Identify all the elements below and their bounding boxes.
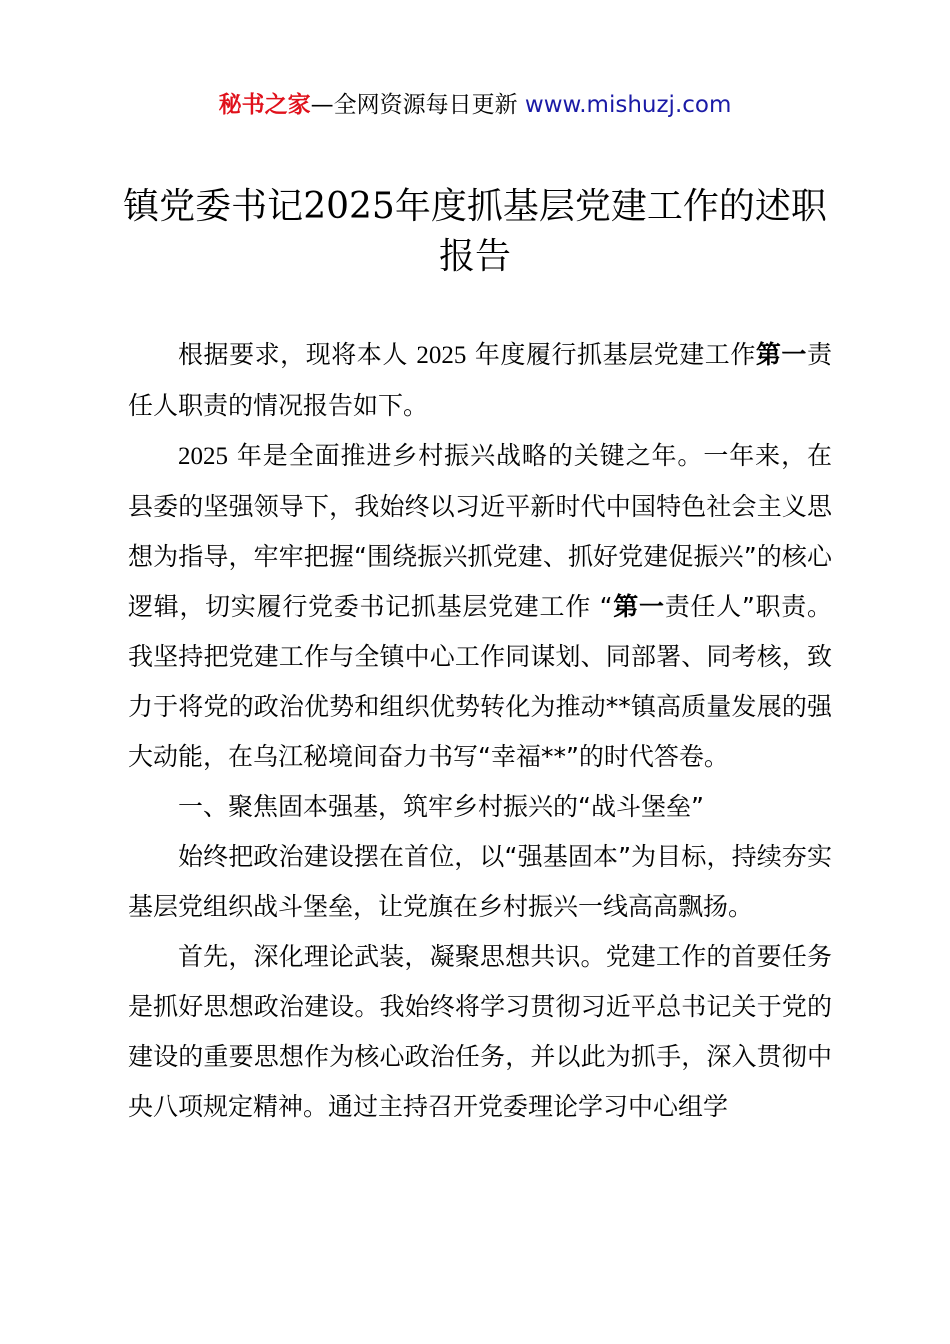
p1-year: 2025 — [416, 342, 467, 369]
paragraph-intro — [128, 330, 832, 431]
p2-year: 2025 — [178, 443, 228, 470]
site-url-link[interactable]: www.mishuzj.com — [524, 92, 732, 118]
section-heading-1: 一、聚焦固本强基，筑牢乡村振兴的“战斗堡垒” — [178, 792, 704, 821]
title-text-1: 镇党委书记 — [123, 186, 304, 227]
p1-bold: 第一 — [755, 340, 807, 369]
title-text-2: 年度抓基层党建工作的述职报告 — [394, 186, 827, 277]
paragraph-section1-first: 首先，深化理论武装，凝聚思想共识。党建工作的首要任务是抓好思想政治建设。我始终将学习贯彻习近平总书记关于党的建设的重要思想作为核心政治任务，并以此为抓手，深入贯彻中央八项规定精神。通过主持召开党委理论学习中心组学 — [128, 942, 832, 1121]
paragraph-overview — [128, 431, 832, 782]
p1-text-a: 根据要求，现将本人 — [178, 340, 417, 369]
header-tagline: —全网资源每日更新 — [310, 92, 525, 118]
title-year: 2025 — [303, 186, 395, 227]
p2-text-a: 年是全面推进乡村振兴战略的关键之年。一年来，在县委的坚强领导下，我始终以习近平新时代中国特色社会主义思想为指导，牢牢把握“围绕振兴抓党建、抓好党建促振兴”的核心逻辑，切实履行党委书记抓基层党建工作 “ — [128, 441, 832, 621]
p2-text-b: 责任人”职责。我坚持把党建工作与全镇中心工作同谋划、同部署、同考核，致力于将党的政治优势和组织优势转化为推动**镇高质量发展的强大动能，在乌江秘境间奋力书写“幸福**”的时代答卷。 — [128, 592, 832, 771]
site-header — [0, 90, 950, 120]
document-title — [120, 182, 830, 282]
paragraph-section1-intro: 始终把政治建设摆在首位，以“强基固本”为目标，持续夯实基层党组织战斗堡垒，让党旗在乡村振兴一线高高飘扬。 — [128, 842, 832, 921]
p2-bold: 第一 — [612, 592, 665, 621]
brand-name: 秘书之家 — [218, 92, 311, 118]
document-body — [128, 330, 832, 1132]
p1-text-b: 年度履行抓基层党建工作 — [466, 340, 756, 369]
p1-text-c: 责任人职责的情况报告如下。 — [128, 340, 832, 420]
